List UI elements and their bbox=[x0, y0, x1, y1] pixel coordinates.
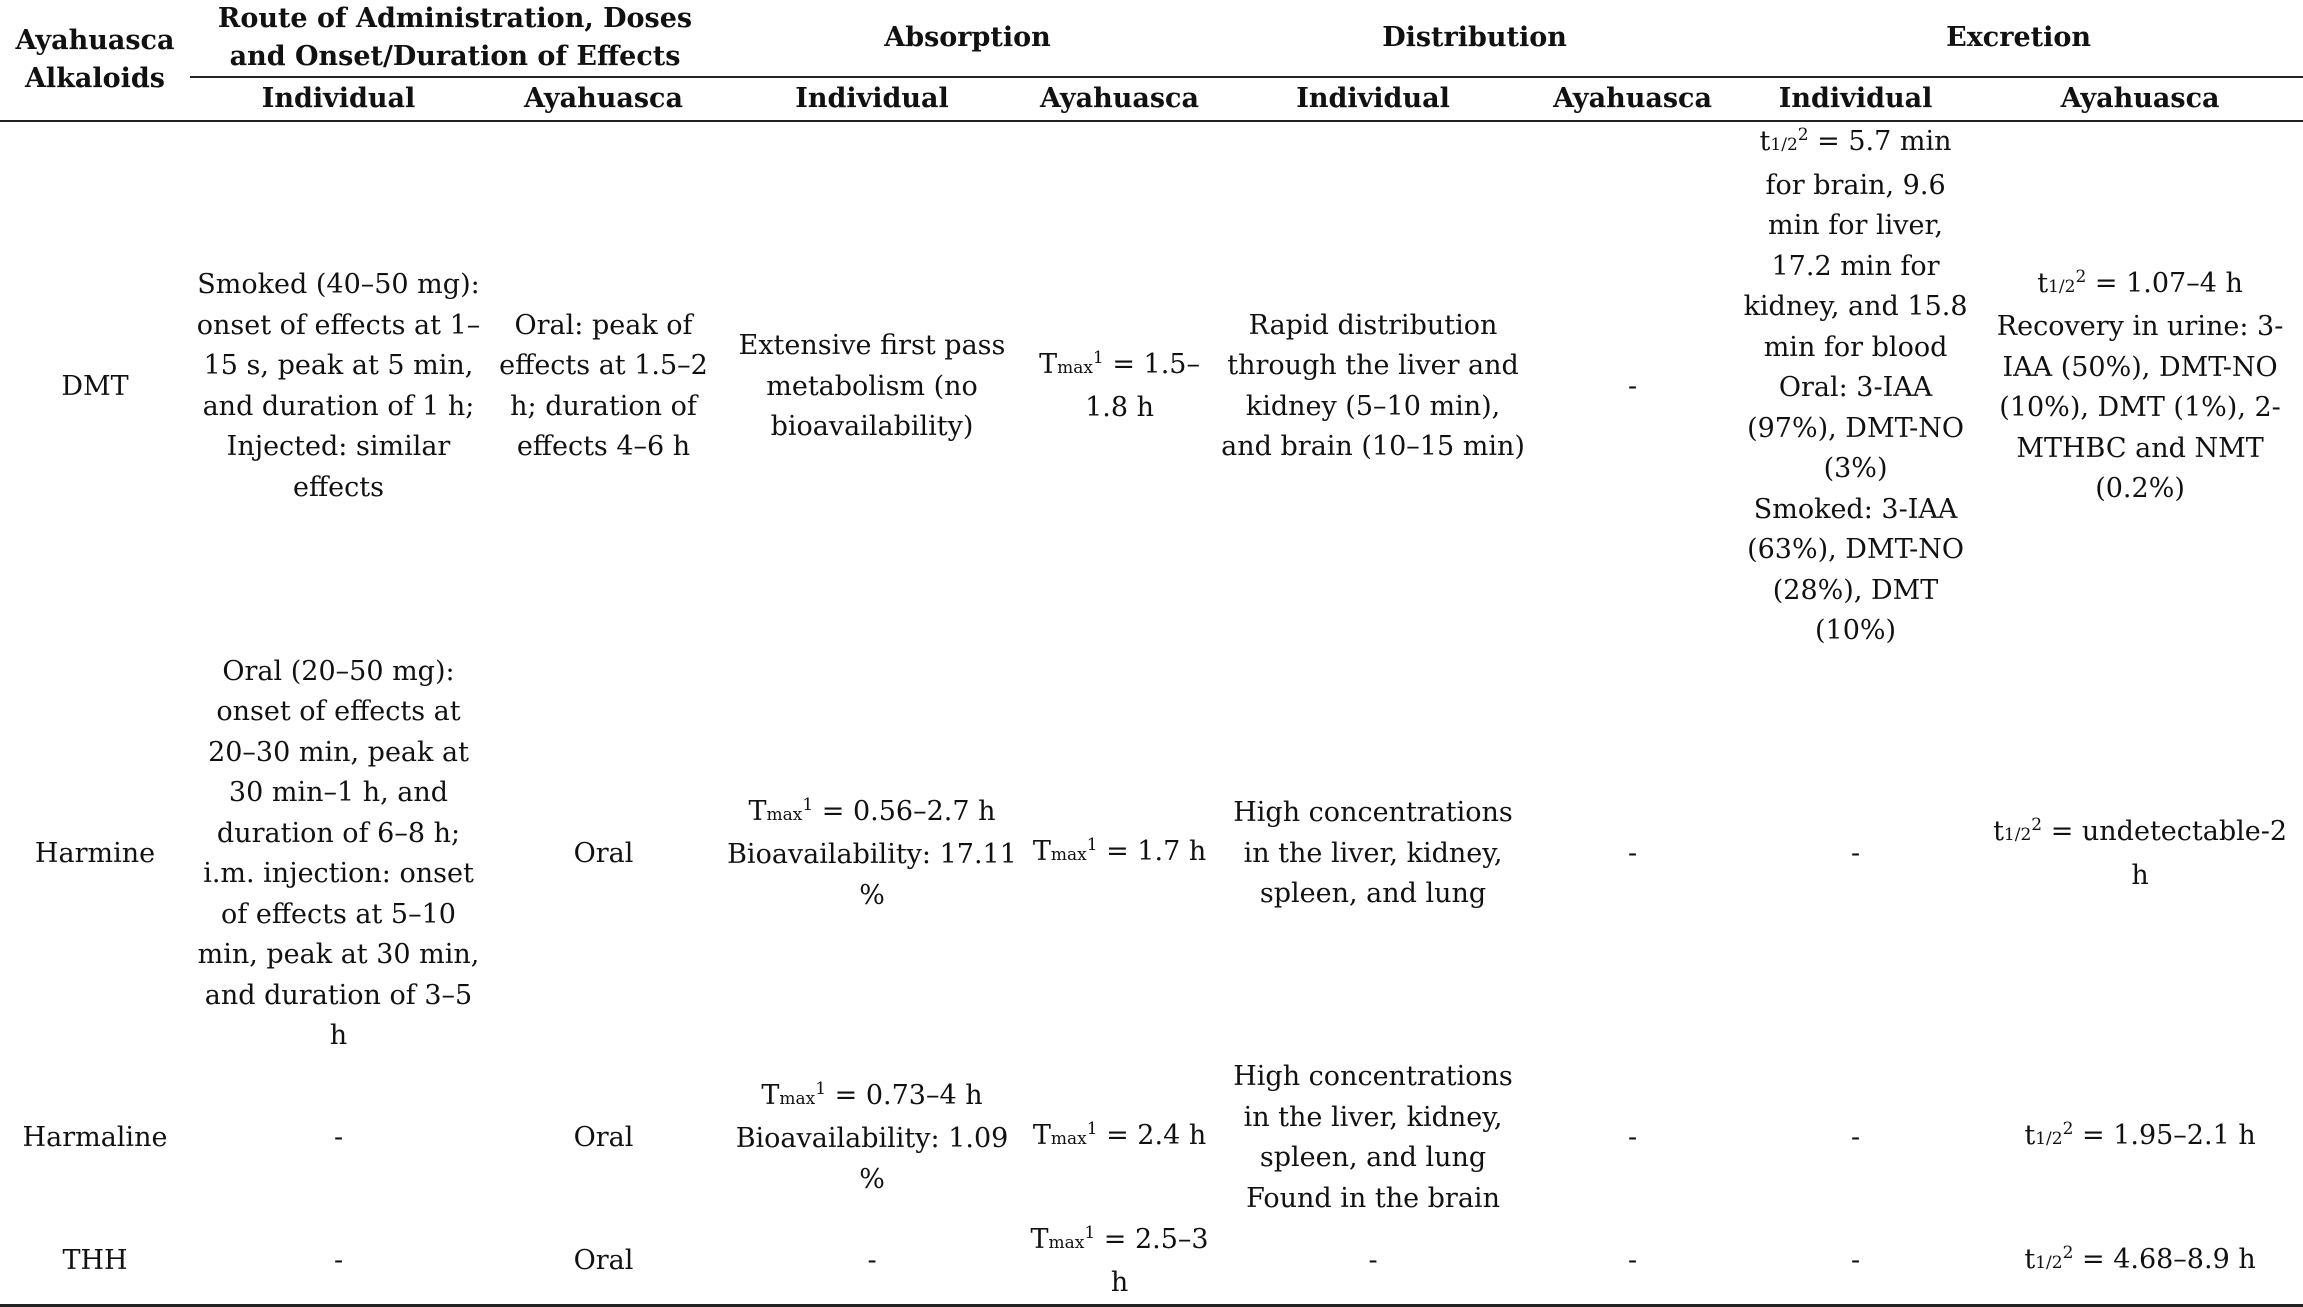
param-value: = 0.73–4 h bbox=[826, 1079, 983, 1111]
param-symbol: T bbox=[1032, 836, 1051, 868]
param-value: = 1.95–2.1 h bbox=[2073, 1120, 2256, 1152]
cell-absorption-ayahuasca bbox=[1024, 1057, 1215, 1220]
footnote-marker: 2 bbox=[2062, 1242, 2074, 1263]
param-subscript: 1/2 bbox=[2048, 276, 2076, 297]
cell-alkaloid-name: Harmaline bbox=[22, 1121, 168, 1153]
cell-distribution-individual: Rapid distribution through the liver and kidney (5–10 min), and brain (10–15 min) bbox=[1221, 309, 1525, 463]
distribution-brain-text: Found in the brain bbox=[1246, 1182, 1500, 1214]
table-row-thh bbox=[0, 1220, 2303, 1306]
sub-header-distribution-ayahuasca: Ayahuasca bbox=[1531, 77, 1734, 121]
param-subscript: max bbox=[1050, 1129, 1087, 1150]
cell-distribution-individual: High concentrations in the liver, kidney, spleen, and lung bbox=[1233, 797, 1513, 910]
param-symbol: t bbox=[2024, 1120, 2036, 1152]
param-symbol: T bbox=[761, 1079, 780, 1111]
sub-header-route-ayahuasca: Ayahuasca bbox=[487, 77, 720, 121]
cell-distribution-individual bbox=[1215, 1057, 1531, 1220]
sub-header-excretion-ayahuasca: Ayahuasca bbox=[1977, 77, 2303, 121]
cell-route-individual: Smoked (40–50 mg): onset of effects at 1–15 s, peak at 5 min, and duration of 1 h; Injected: similar effects bbox=[196, 269, 481, 503]
cell-absorption-individual: Extensive first pass metabolism (no bioavailability) bbox=[738, 330, 1006, 442]
param-symbol: t bbox=[2024, 1243, 2036, 1275]
excretion-smoked-text: Smoked: 3-IAA (63%), DMT-NO (28%), DMT (10%) bbox=[1747, 493, 1965, 646]
footnote-marker: 2 bbox=[1797, 125, 1809, 145]
table-row-dmt bbox=[0, 121, 2303, 652]
param-value: = 1.7 h bbox=[1097, 836, 1207, 868]
param-symbol: t bbox=[1759, 126, 1771, 157]
param-subscript: 1/2 bbox=[2035, 1252, 2063, 1273]
sub-header-distribution-individual: Individual bbox=[1215, 77, 1531, 121]
table-body bbox=[0, 121, 2303, 1305]
col-header-distribution: Distribution bbox=[1215, 0, 1734, 77]
param-value: = 0.56–2.7 h bbox=[813, 795, 996, 827]
table-row-harmine bbox=[0, 652, 2303, 1057]
param-value: = 2.5–3 h bbox=[1095, 1223, 1209, 1298]
cell-absorption-ayahuasca bbox=[1024, 1220, 1215, 1306]
cell-excretion-ayahuasca bbox=[1977, 121, 2303, 652]
bioavailability-text: Bioavailability: 17.11 % bbox=[727, 839, 1017, 911]
cell-distribution-ayahuasca: - bbox=[1531, 1220, 1734, 1306]
cell-distribution-ayahuasca: - bbox=[1627, 1121, 1638, 1153]
table-row-harmaline bbox=[0, 1057, 2303, 1220]
sub-header-absorption-ayahuasca: Ayahuasca bbox=[1024, 77, 1215, 121]
param-symbol: t bbox=[1993, 816, 2004, 847]
header-group-row bbox=[0, 0, 2303, 77]
cell-excretion-ayahuasca bbox=[1977, 1220, 2303, 1306]
param-subscript: 1/2 bbox=[2035, 1129, 2063, 1150]
sub-header-route-individual: Individual bbox=[190, 77, 487, 121]
cell-route-individual: - bbox=[190, 1220, 487, 1306]
cell-route-ayahuasca: Oral bbox=[573, 1121, 634, 1153]
param-value: = 5.7 min for brain, 9.6 min for liver, 17.2 min for kidney, and 15.8 min for blood bbox=[1743, 126, 1968, 363]
param-symbol: T bbox=[1039, 348, 1058, 380]
col-header-alkaloids: Ayahuasca Alkaloids bbox=[0, 0, 190, 121]
col-header-absorption: Absorption bbox=[720, 0, 1215, 77]
cell-alkaloid-name: THH bbox=[0, 1220, 190, 1306]
urine-recovery-text: Recovery in urine: 3-IAA (50%), DMT-NO (10%), DMT (1%), 2-MTHBC and NMT (0.2%) bbox=[1996, 311, 2284, 505]
cell-excretion-individual bbox=[1734, 121, 1977, 652]
cell-excretion-individual: - bbox=[1850, 1121, 1861, 1153]
footnote-marker: 2 bbox=[2075, 266, 2087, 287]
cell-absorption-individual: - bbox=[720, 1220, 1024, 1306]
cell-excretion-ayahuasca bbox=[1977, 652, 2303, 1057]
param-subscript: max bbox=[1057, 357, 1093, 378]
footnote-marker: 1 bbox=[1092, 347, 1104, 368]
footnote-marker: 2 bbox=[2031, 815, 2043, 835]
param-symbol: t bbox=[2037, 267, 2049, 299]
cell-absorption-ayahuasca bbox=[1024, 121, 1215, 652]
param-symbol: T bbox=[748, 795, 767, 827]
col-header-excretion: Excretion bbox=[1734, 0, 2303, 77]
header-sub-row bbox=[0, 77, 2303, 121]
cell-excretion-individual: - bbox=[1850, 837, 1861, 869]
footnote-marker: 1 bbox=[1086, 835, 1098, 856]
table-header bbox=[0, 0, 2303, 121]
cell-excretion-individual: - bbox=[1734, 1220, 1977, 1306]
cell-route-individual: Oral (20–50 mg): onset of effects at 20–30 min, peak at 30 min–1 h, and duration of 6–8 h; i.m. injection: onset of effects at 5–10 min, peak at 30 min, and duration of 3–5 h bbox=[197, 655, 480, 1051]
cell-excretion-ayahuasca bbox=[1977, 1057, 2303, 1220]
param-value: = 1.07–4 h bbox=[2086, 267, 2243, 299]
cell-route-ayahuasca: Oral bbox=[573, 837, 634, 869]
param-subscript: max bbox=[1050, 845, 1087, 866]
sub-header-excretion-individual: Individual bbox=[1734, 77, 1977, 121]
param-value: = 2.4 h bbox=[1097, 1120, 1207, 1152]
param-symbol: T bbox=[1032, 1120, 1051, 1152]
param-value: = 4.68–8.9 h bbox=[2073, 1243, 2256, 1275]
cell-route-ayahuasca: Oral bbox=[487, 1220, 720, 1306]
cell-absorption-ayahuasca bbox=[1024, 652, 1215, 1057]
param-value: = 1.5–1.8 h bbox=[1085, 348, 1200, 424]
param-subscript: max bbox=[1048, 1232, 1085, 1253]
footnote-marker: 1 bbox=[815, 1078, 827, 1099]
footnote-marker: 1 bbox=[1086, 1119, 1098, 1140]
param-subscript: max bbox=[766, 804, 803, 825]
footnote-marker: 1 bbox=[1084, 1222, 1096, 1243]
footnote-marker: 2 bbox=[2062, 1119, 2074, 1140]
cell-route-ayahuasca: Oral: peak of effects at 1.5–2 h; duration of effects 4–6 h bbox=[499, 309, 708, 463]
param-subscript: 1/2 bbox=[1770, 135, 1798, 155]
sub-header-absorption-individual: Individual bbox=[720, 77, 1024, 121]
cell-alkaloid-name: Harmine bbox=[34, 837, 156, 869]
cell-distribution-ayahuasca: - bbox=[1627, 370, 1638, 402]
param-value: = undetectable-2 h bbox=[2042, 816, 2288, 891]
footnote-marker: 1 bbox=[802, 794, 814, 815]
bioavailability-text: Bioavailability: 1.09 % bbox=[735, 1123, 1009, 1195]
cell-absorption-individual bbox=[720, 1057, 1024, 1220]
col-header-route: Route of Administration, Doses and Onset/Duration of Effects bbox=[190, 0, 720, 77]
param-subscript: max bbox=[779, 1088, 816, 1109]
cell-absorption-individual bbox=[720, 652, 1024, 1057]
distribution-text: High concentrations in the liver, kidney, spleen, and lung bbox=[1233, 1061, 1513, 1173]
param-symbol: T bbox=[1030, 1223, 1049, 1255]
cell-distribution-individual: - bbox=[1215, 1220, 1531, 1306]
cell-route-individual: - bbox=[333, 1121, 344, 1153]
param-subscript: 1/2 bbox=[2003, 825, 2032, 845]
excretion-oral-text: Oral: 3-IAA (97%), DMT-NO (3%) bbox=[1747, 372, 1965, 484]
cell-alkaloid-name: DMT bbox=[61, 370, 129, 402]
cell-distribution-ayahuasca: - bbox=[1627, 837, 1638, 869]
